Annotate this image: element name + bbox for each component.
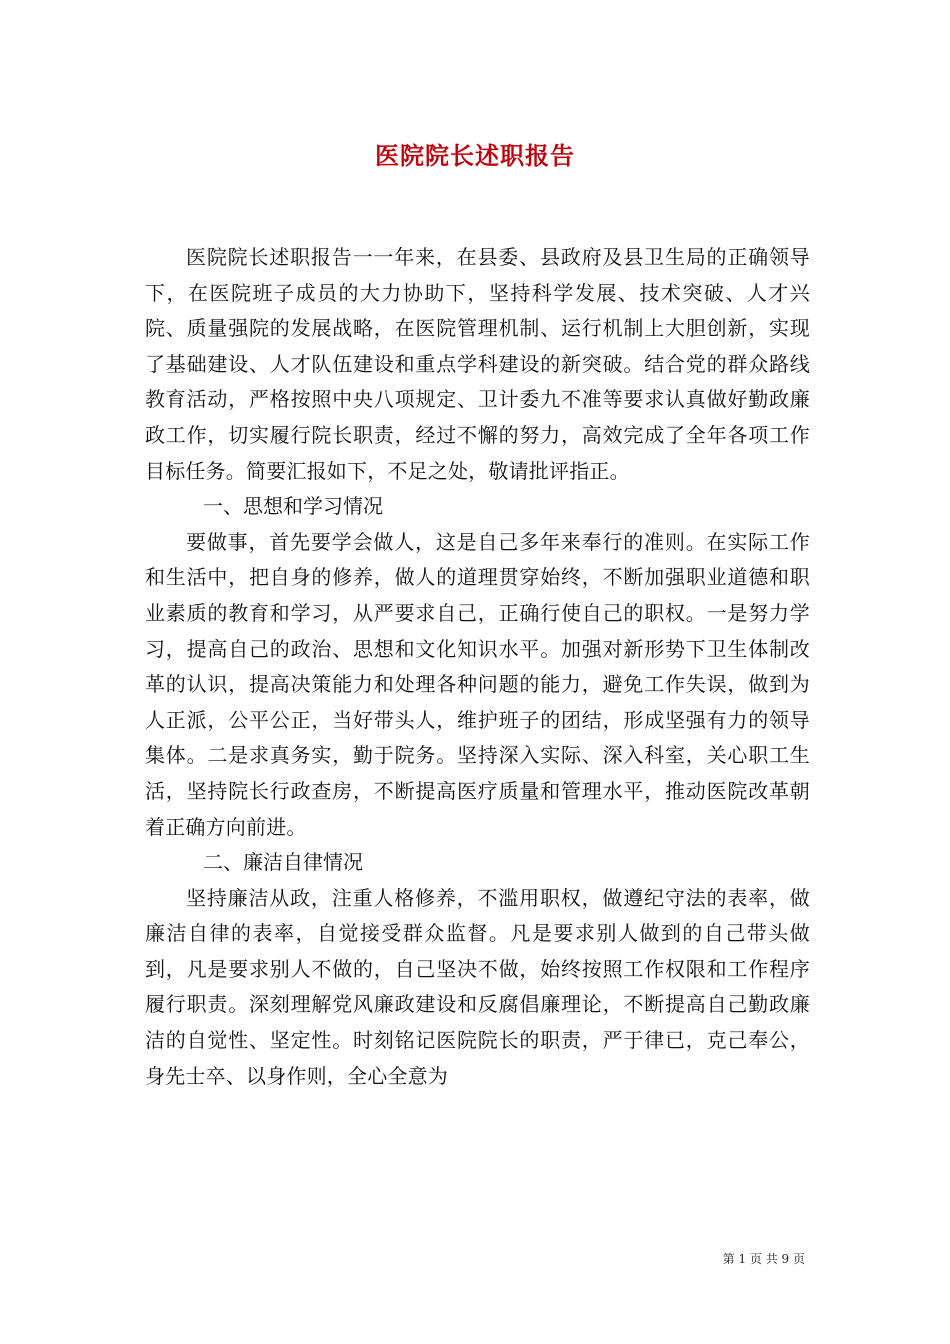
page-number: 第 1 页 共 9 页 [722, 1252, 805, 1266]
section-2-paragraph: 坚持廉洁从政，注重人格修养，不滥用职权，做遵纪守法的表率，做廉洁自律的表率，自觉接受群众监督。凡是要求别人做到的自己带头做到，凡是要求别人不做的，自己坚决不做，始终按照工作权限和工作程序履行职责。深刻理解党风廉政建设和反腐倡廉理论，不断提高自己勤政廉洁的自觉性、坚定性。时刻铭记医院院长的职责，严于律已，克己奉公，身先士卒、以身作则，全心全意为 [145, 885, 810, 1088]
document-body [145, 240, 810, 1094]
section-1-paragraph: 要做事，首先要学会做人，这是自己多年来奉行的准则。在实际工作和生活中，把自身的修养，做人的道理贯穿始终，不断加强职业道德和职业素质的教育和学习，从严要求自己，正确行使自己的职权。一是努力学习，提高自己的政治、思想和文化知识水平。加强对新形势下卫生体制改革的认识，提高决策能力和处理各种问题的能力，避免工作失误，做到为人正派，公平公正，当好带头人，维护班子的团结，形成坚强有力的领导集体。二是求真务实，勤于院务。坚持深入实际、深入科室，关心职工生活，坚持院长行政查房，不断提高医疗质量和管理水平，推动医院改革朝着正确方向前进。 [145, 529, 810, 839]
document-title: 医院院长述职报告 [375, 141, 575, 170]
section-heading-2: 二、廉洁自律情况 [203, 850, 363, 875]
intro-paragraph: 医院院长述职报告一一年来，在县委、县政府及县卫生局的正确领导下，在医院班子成员的大力协助下，坚持科学发展、技术突破、人才兴院、质量强院的发展战略，在医院管理机制、运行机制上大胆创新，实现了基础建设、人才队伍建设和重点学科建设的新突破。结合党的群众路线教育活动，严格按照中央八项规定、卫计委九不准等要求认真做好勤政廉政工作，切实履行院长职责，经过不懈的努力，高效完成了全年各项工作目标任务。简要汇报如下，不足之处，敬请批评指正。 [145, 245, 810, 483]
section-heading-1: 一、思想和学习情况 [203, 494, 383, 519]
